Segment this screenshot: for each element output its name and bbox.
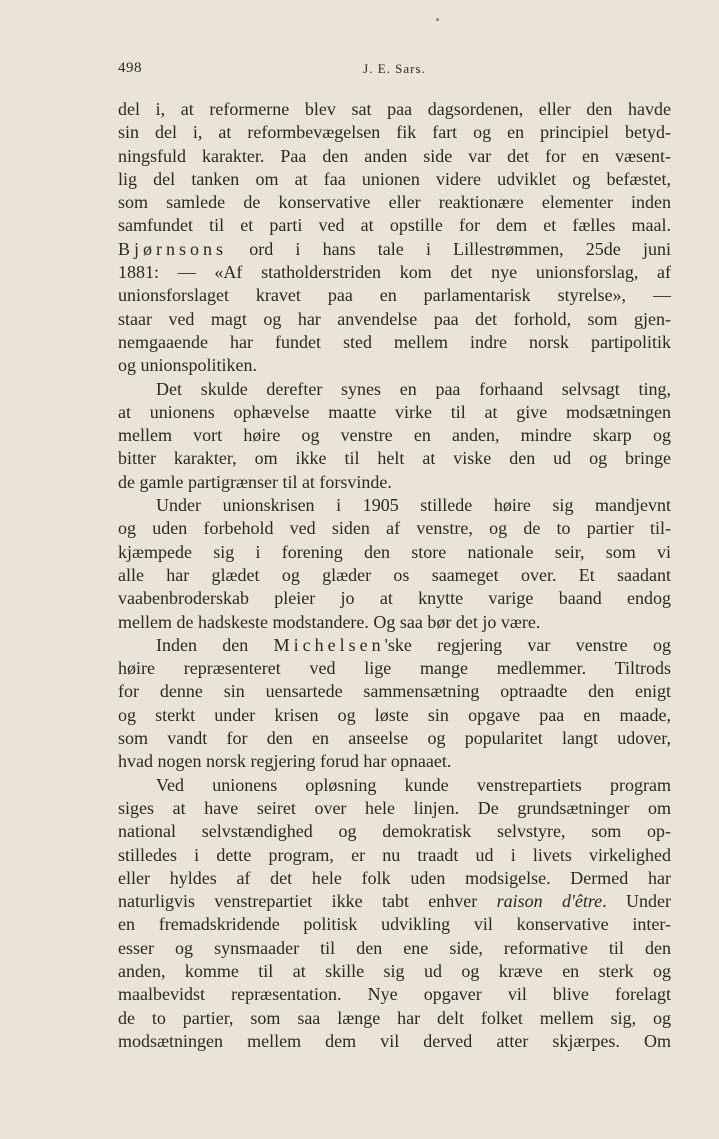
- text-line: maalbevidst repræsentation. Nye opgaver vil blive forelagt: [118, 984, 671, 1005]
- text-line: og uden forbehold ved siden af venstre, og de to partier til-: [118, 518, 671, 539]
- italic-phrase: raison d'être: [496, 891, 603, 912]
- text-line: siges at have seiret over hele linjen. De grundsætninger om: [118, 797, 671, 818]
- text-line: anden, komme til at skille sig ud og kræve en sterk og: [118, 960, 671, 981]
- text-line: samfundet til et parti ved at opstille for dem et fælles maal.: [118, 215, 671, 236]
- text-line: og sterkt under krisen og løste sin opgave paa en maade,: [118, 704, 671, 725]
- text-line: høire repræsenteret ved lige mange medlemmer. Tiltrods: [118, 658, 671, 679]
- text-line: sin del i, at reformbevægelsen fik fart og en principiel betyd-: [118, 122, 671, 143]
- spaced-name-bjornson: Bjørnsons: [118, 238, 228, 259]
- text-line: stilledes i dette program, er nu traadt ud i livets virkelighed: [118, 844, 671, 865]
- text-line: esser og synsmaader til den ene side, reformative til den: [118, 937, 671, 958]
- text-line: naturligvis venstrepartiet ikke tabt enhver raison d'être. Under: [118, 891, 672, 912]
- page-number: 498: [118, 60, 142, 76]
- text-line: mellem vort høire og venstre en anden, mindre skarp og: [118, 425, 671, 446]
- text-line: bitter karakter, om ikke til helt at viske den ud og bringe: [118, 448, 671, 469]
- text-line: lig del tanken om at faa unionen videre udviklet og befæstet,: [118, 168, 671, 189]
- text-line: Det skulde derefter synes en paa forhaand selvsagt ting,: [156, 378, 671, 399]
- text-line: eller hyldes af det hele folk uden modsigelse. Dermed har: [118, 867, 671, 888]
- text-line: og unionspolitiken.: [118, 355, 257, 376]
- text-line: for denne sin uensartede sammensætning optraadte den enigt: [118, 681, 671, 702]
- text-line: ningsfuld karakter. Paa den anden side var det for en væsent-: [118, 145, 671, 166]
- text-line: del i, at reformerne blev sat paa dagsordenen, eller den havde: [118, 99, 671, 119]
- text-line: kjæmpede sig i forening den store nationale seir, som vi: [118, 541, 671, 562]
- text-line: 1881: — «Af statholderstriden kom det nye unionsforslag, af: [118, 262, 671, 283]
- page-header: [118, 60, 671, 84]
- body-text: [118, 98, 671, 1053]
- text-line: vaabenbroderskab pleier jo at knytte varige baand endog: [118, 588, 671, 609]
- text-line: som vandt for den en anseelse og popularitet langt udover,: [118, 728, 671, 749]
- text-line: Under unionskrisen i 1905 stillede høire sig mandjevnt: [156, 495, 671, 516]
- text-line: mellem de hadskeste modstandere. Og saa bør det jo være.: [118, 611, 541, 632]
- text-line: modsætningen mellem dem vil derved atter skjærpes. Om: [118, 1030, 671, 1051]
- text-line: de to partier, som saa længe har delt folket mellem sig, og: [118, 1007, 671, 1028]
- text-line: som samlede de konservative eller reaktionære elementer inden: [118, 192, 671, 213]
- text-line: national selvstændighed og demokratisk selvstyre, som op-: [118, 821, 671, 842]
- paper-speck: [436, 18, 439, 21]
- running-head: J. E. Sars.: [363, 61, 426, 76]
- spaced-name-michelsen: Michelsen: [273, 634, 385, 655]
- text-line: unionsforslaget kravet paa en parlamentarisk styrelse», —: [118, 285, 671, 306]
- text-line: Bjørnsons ord i hans tale i Lillestrømmen, 25de juni: [118, 238, 671, 259]
- text-line: hvad nogen norsk regjering forud har opnaaet.: [118, 751, 452, 772]
- text-line: nemgaaende har fundet sted mellem indre norsk partipolitik: [118, 331, 671, 352]
- text-line: alle har glædet og glæder os saameget over. Et saadant: [118, 564, 671, 585]
- text-line: en fremadskridende politisk udvikling vil konservative inter-: [118, 914, 671, 935]
- text-line: de gamle partigrænser til at forsvinde.: [118, 471, 392, 492]
- text-line: staar ved magt og har anvendelse paa det forhold, som gjen-: [118, 308, 671, 329]
- text-line: at unionens ophævelse maatte virke til at give modsætningen: [118, 401, 671, 422]
- text-line: Ved unionens opløsning kunde venstrepartiets program: [156, 774, 671, 795]
- text-line: Inden den Michelsen'ske regjering var venstre og: [156, 634, 671, 655]
